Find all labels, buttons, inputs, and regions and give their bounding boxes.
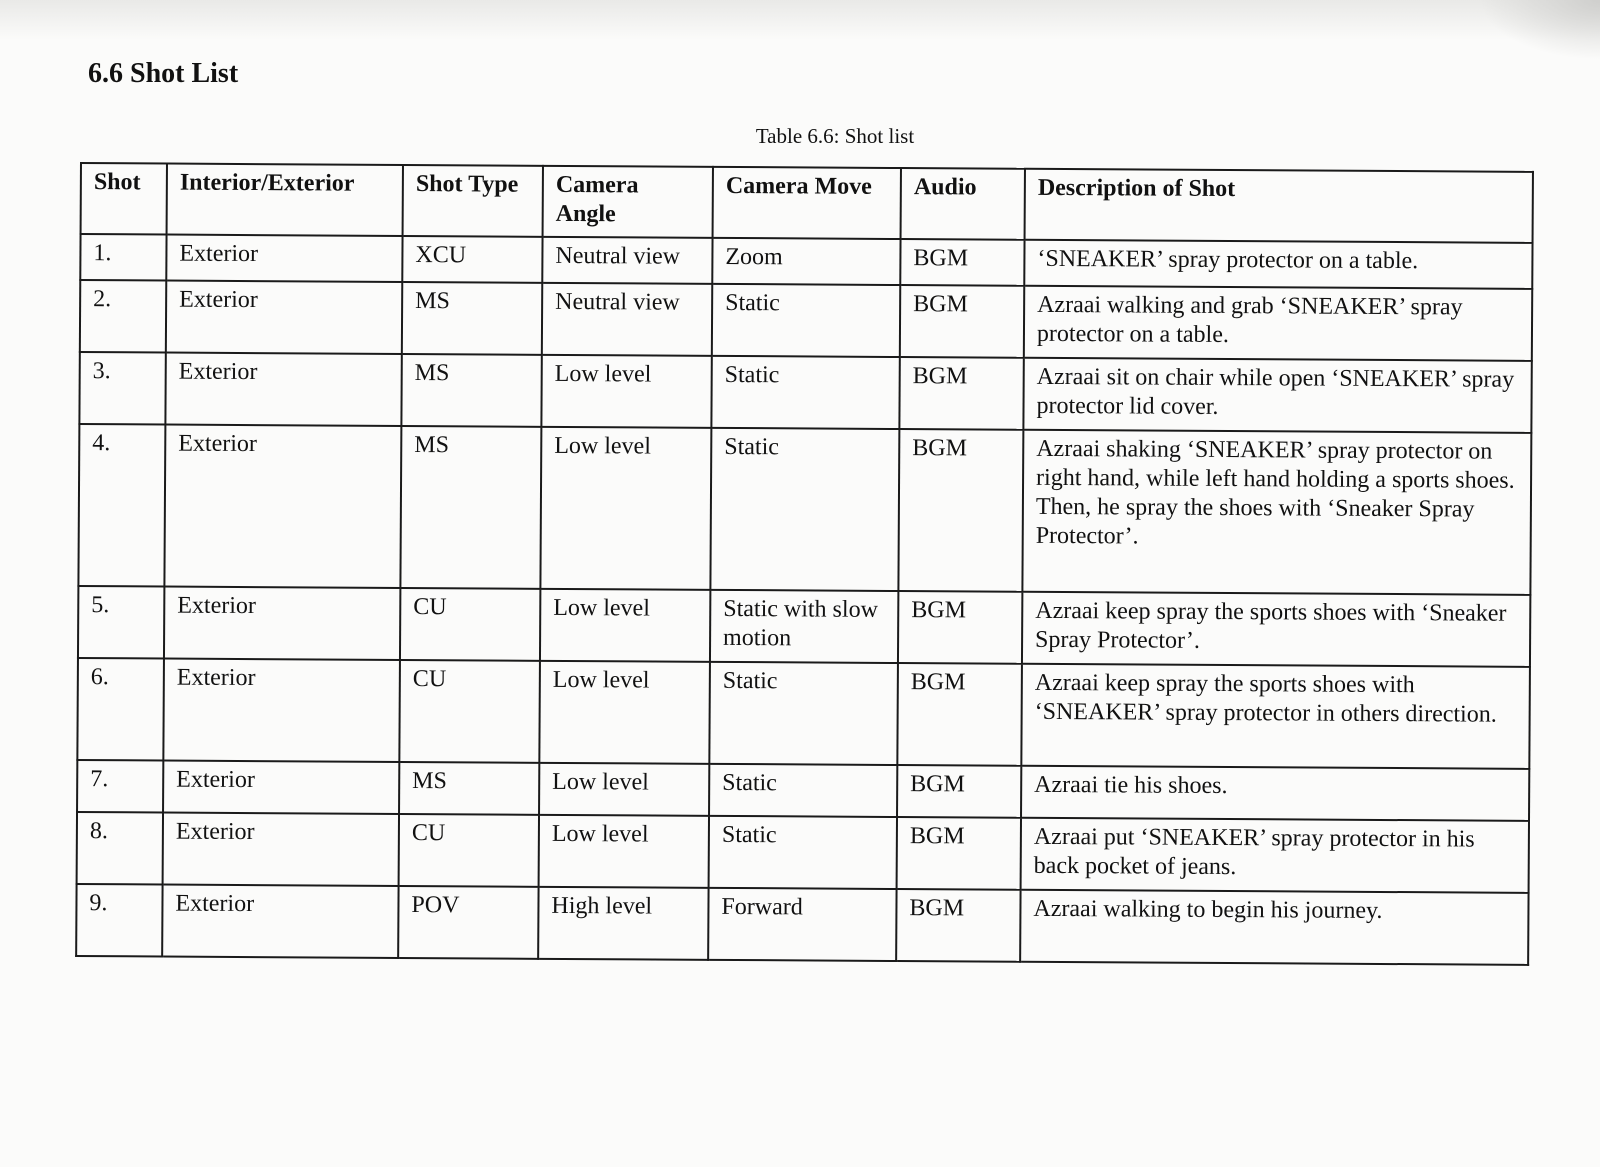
cell-description: Azraai sit on chair while open ‘SNEAKER’ spray protector lid cover. (1023, 357, 1531, 432)
cell-audio: BGM (900, 239, 1024, 286)
cell-camera-angle: Low level (539, 660, 710, 763)
cell-audio: BGM (896, 889, 1020, 962)
cell-shot: 3. (79, 352, 165, 425)
cell-interior-exterior: Exterior (163, 658, 400, 761)
cell-shot-type: POV (398, 885, 538, 958)
cell-camera-move: Static (710, 427, 899, 590)
cell-interior-exterior: Exterior (163, 760, 399, 813)
cell-camera-move: Static (709, 763, 897, 816)
header-camera-move: Camera Move (713, 167, 901, 239)
cell-shot-type: CU (400, 587, 540, 660)
cell-camera-angle: Low level (541, 354, 711, 427)
cell-audio: BGM (900, 285, 1024, 358)
cell-audio: BGM (898, 429, 1023, 592)
section-heading: 6.6 Shot List (88, 58, 239, 89)
cell-description: ‘SNEAKER’ spray protector on a table. (1024, 239, 1532, 288)
header-camera-angle: Camera Angle (543, 166, 713, 238)
cell-audio: BGM (897, 663, 1022, 766)
cell-camera-angle: High level (538, 886, 708, 959)
cell-shot-type: CU (399, 813, 539, 886)
cell-camera-move: Static (711, 355, 899, 428)
cell-shot-type: MS (401, 354, 541, 427)
header-shot-type: Shot Type (403, 165, 543, 236)
cell-camera-move: Static with slow motion (710, 589, 898, 662)
cell-camera-angle: Neutral view (542, 236, 712, 283)
cell-shot-type: CU (399, 659, 540, 762)
cell-shot: 8. (77, 812, 163, 885)
cell-camera-move: Zoom (712, 237, 900, 284)
cell-shot: 9. (76, 884, 162, 957)
cell-audio: BGM (897, 765, 1021, 818)
cell-audio: BGM (898, 591, 1022, 664)
shot-list-table (75, 162, 1534, 965)
cell-shot-type: MS (399, 761, 539, 814)
cell-description: Azraai keep spray the sports shoes with ‘SNEAKER’ spray protector in others direction. (1021, 663, 1530, 768)
cell-shot: 2. (80, 280, 166, 353)
table-row (77, 812, 1529, 893)
cell-interior-exterior: Exterior (166, 234, 402, 281)
shot-list-table-wrapper (75, 162, 1532, 965)
header-audio: Audio (901, 168, 1025, 239)
cell-camera-move: Static (712, 283, 900, 356)
cell-shot: 6. (77, 658, 164, 761)
table-row (79, 352, 1531, 433)
cell-audio: BGM (897, 817, 1021, 890)
cell-interior-exterior: Exterior (164, 586, 400, 659)
cell-description: Azraai put ‘SNEAKER’ spray protector in his back pocket of jeans. (1021, 817, 1529, 892)
cell-description: Azraai walking to begin his journey. (1020, 889, 1528, 964)
cell-shot: 4. (78, 424, 165, 587)
table-caption: Table 6.6: Shot list (755, 124, 915, 148)
header-interior-exterior: Interior/Exterior (167, 164, 403, 236)
cell-camera-angle: Low level (540, 426, 711, 589)
table-row (80, 280, 1532, 361)
cell-description: Azraai shaking ‘SNEAKER’ spray protector on right hand, while left hand holding a sports shoes. Then, he spray the shoes with ‘Sneaker Spray Protector’. (1022, 429, 1531, 594)
cell-interior-exterior: Exterior (165, 352, 401, 425)
cell-camera-move: Static (709, 661, 898, 764)
cell-interior-exterior: Exterior (164, 424, 401, 587)
cell-shot-type: MS (402, 282, 542, 355)
table-row (77, 658, 1530, 769)
cell-audio: BGM (899, 357, 1023, 430)
cell-interior-exterior: Exterior (163, 812, 399, 885)
table-row (76, 884, 1528, 965)
cell-camera-angle: Neutral view (542, 282, 712, 355)
page-top-shadow (0, 0, 1600, 40)
table-header-row (81, 163, 1533, 242)
page-corner-shadow (1480, 0, 1600, 60)
cell-camera-move: Forward (708, 887, 896, 960)
cell-camera-angle: Low level (539, 762, 709, 815)
cell-camera-move: Static (709, 815, 897, 888)
cell-shot-type: XCU (402, 236, 542, 283)
cell-shot: 5. (78, 586, 164, 659)
header-description: Description of Shot (1025, 169, 1533, 243)
cell-interior-exterior: Exterior (162, 884, 398, 957)
cell-description: Azraai keep spray the sports shoes with ‘Sneaker Spray Protector’. (1022, 591, 1530, 666)
table-row (78, 424, 1531, 595)
cell-interior-exterior: Exterior (166, 280, 402, 353)
header-shot: Shot (81, 163, 167, 234)
cell-shot: 7. (77, 760, 163, 813)
cell-shot-type: MS (400, 425, 541, 588)
cell-description: Azraai walking and grab ‘SNEAKER’ spray protector on a table. (1024, 285, 1532, 360)
cell-shot: 1. (80, 234, 166, 281)
table-row (77, 760, 1529, 821)
cell-camera-angle: Low level (540, 588, 710, 661)
cell-camera-angle: Low level (539, 814, 709, 887)
cell-description: Azraai tie his shoes. (1021, 765, 1529, 820)
table-row (78, 586, 1530, 667)
